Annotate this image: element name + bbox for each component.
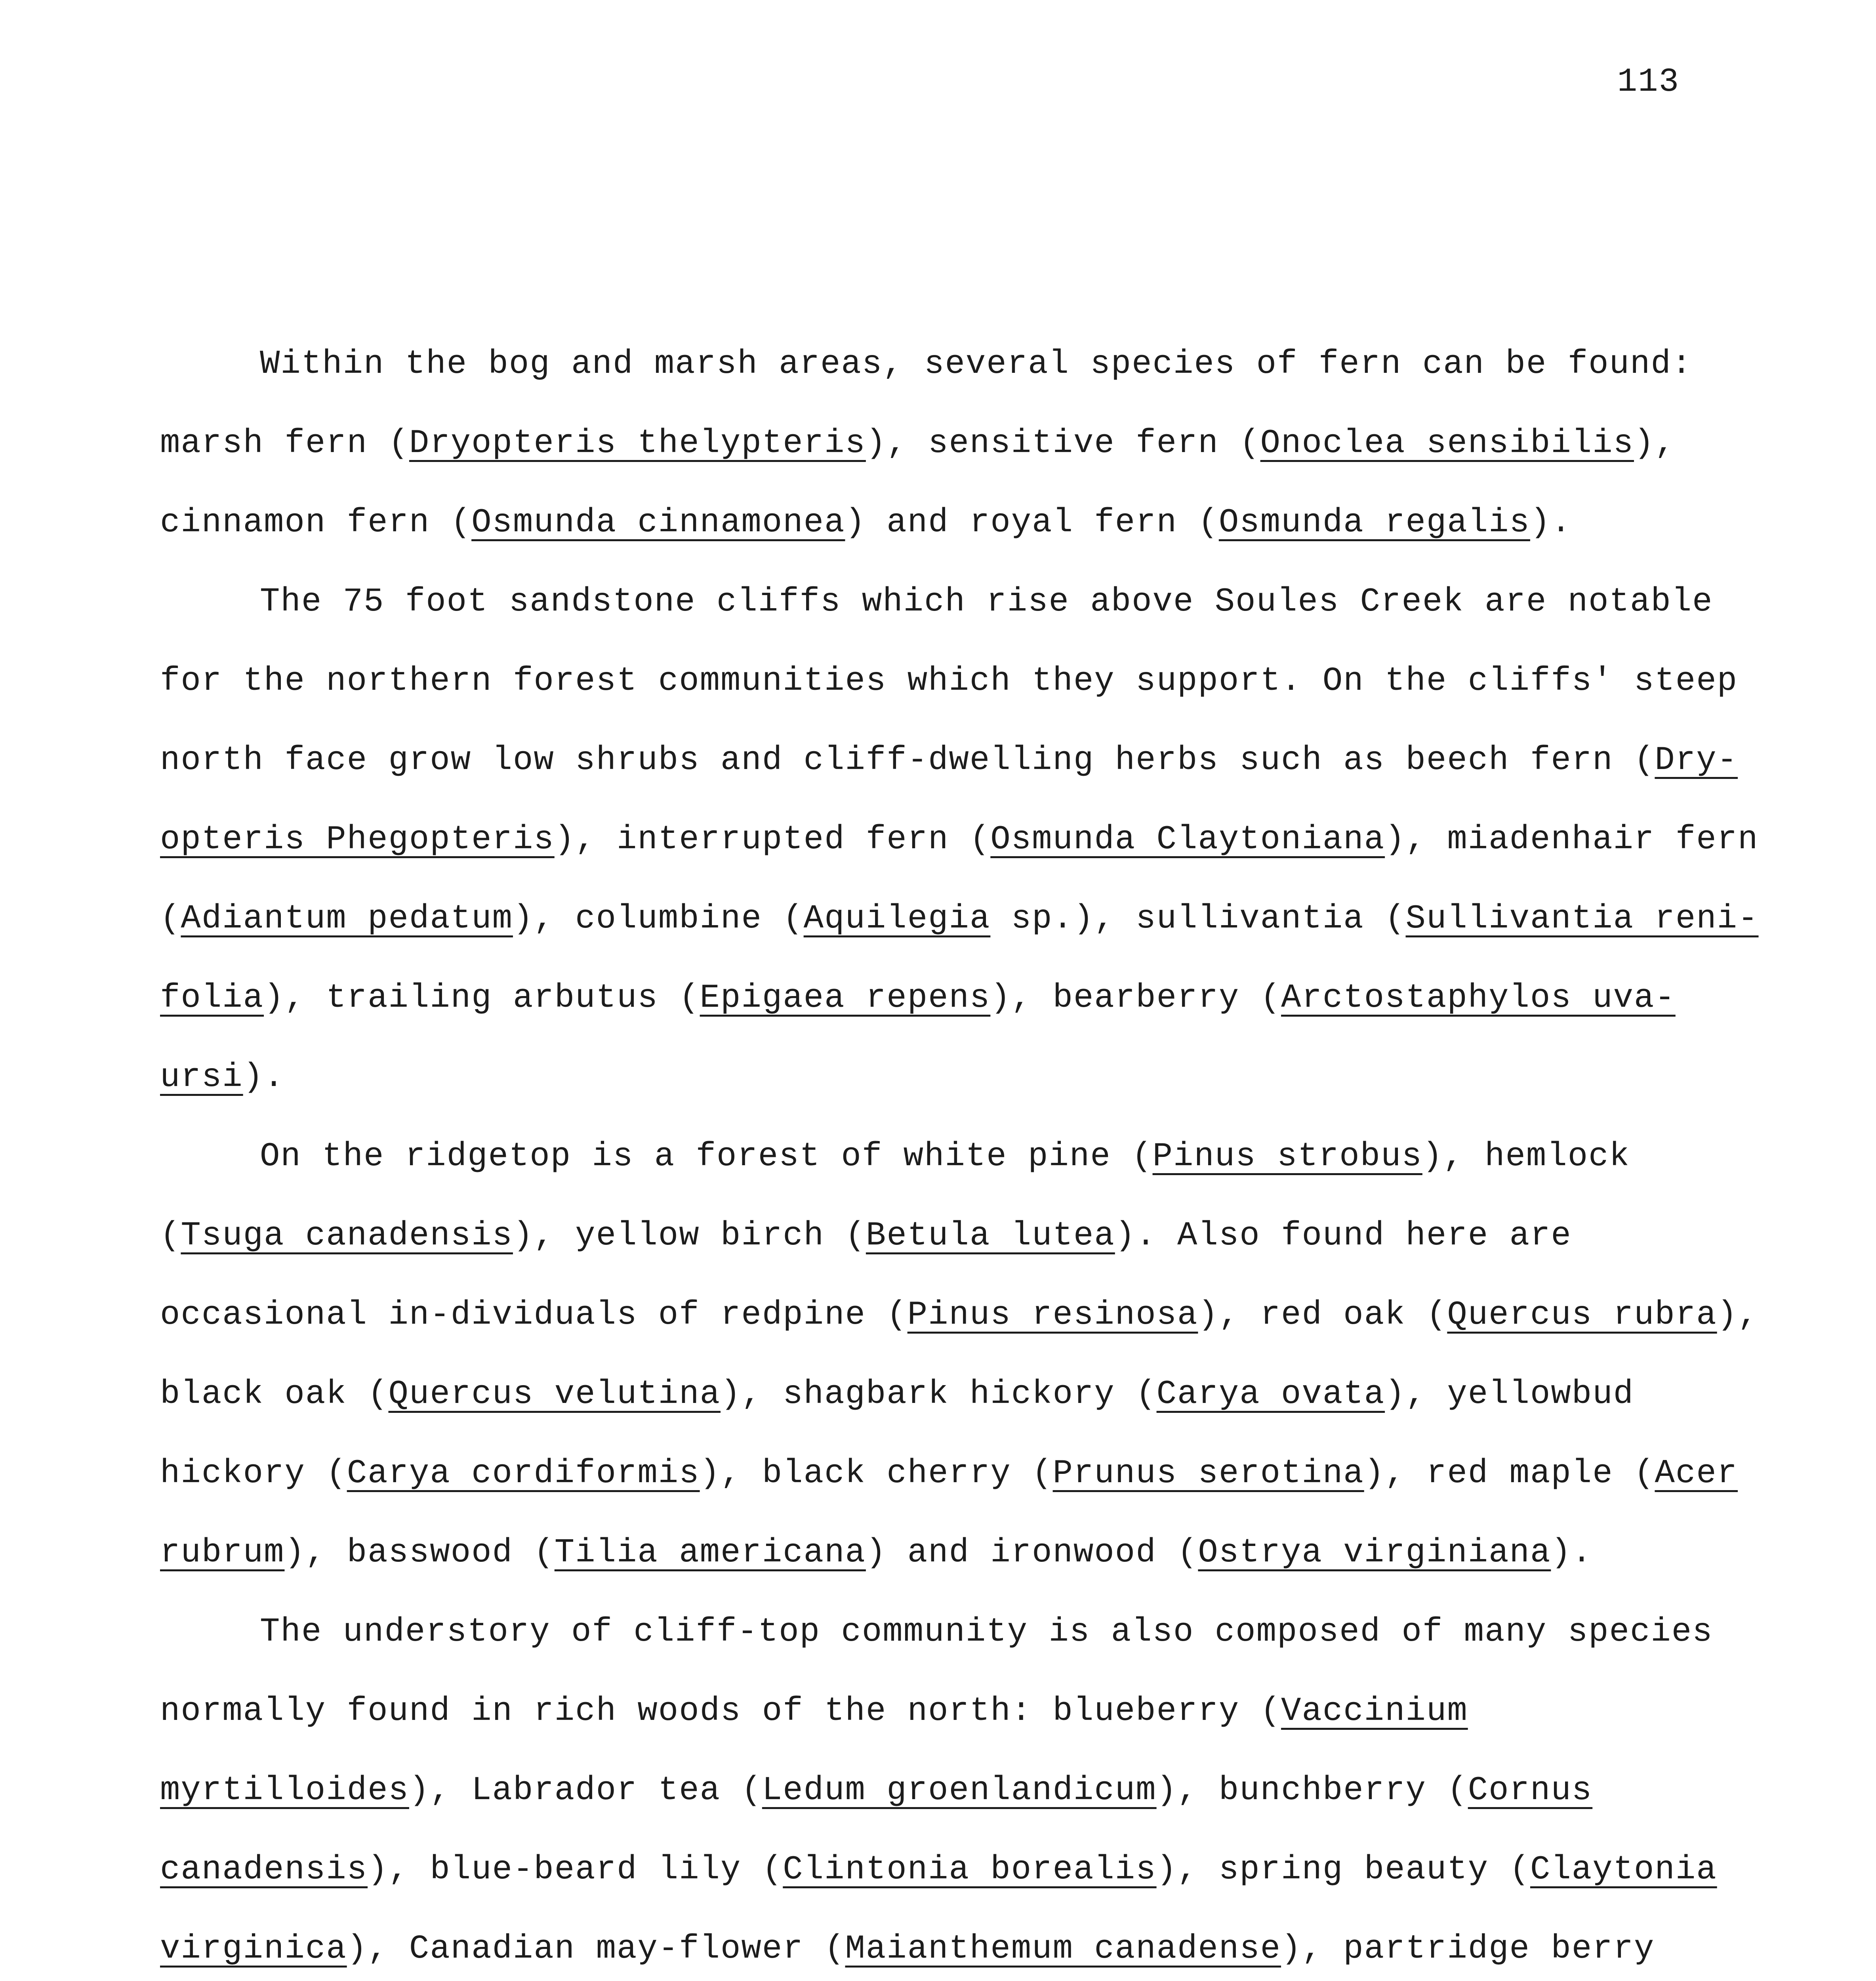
text-run: ), bunchberry ( <box>1156 1772 1468 1809</box>
species-name: Sullivantia reni-folia <box>160 900 1759 1017</box>
text-run: ), red oak ( <box>1198 1296 1447 1334</box>
text-run: ). Also found here are occasional in-dividuals of redpine ( <box>160 1217 1572 1334</box>
species-name: Vaccinium myrtilloides <box>160 1693 1468 1809</box>
text-run: ), black oak ( <box>160 1296 1759 1413</box>
species-name: Acer rubrum <box>160 1455 1738 1572</box>
species-name: Adiantum pedatum <box>181 900 513 938</box>
species-name: Quercus rubra <box>1447 1296 1717 1334</box>
species-name: Pinus resinosa <box>907 1296 1198 1334</box>
text-run: ), interrupted fern ( <box>554 821 991 859</box>
species-name: Arctostaphylos uva-ursi <box>160 979 1676 1096</box>
text-run: Within the bog and marsh areas, several species of fern can be found: marsh fern ( <box>160 345 1693 462</box>
text-run: ), black cherry ( <box>700 1455 1053 1492</box>
paragraph-bog-ferns <box>160 325 1760 563</box>
page-number: 113 <box>1617 63 1680 101</box>
species-name: Maianthemum canadense <box>845 1930 1281 1968</box>
text-run: ) and ironwood ( <box>866 1534 1198 1572</box>
species-name: Tsuga canadensis <box>181 1217 513 1255</box>
text-run: ) and royal fern ( <box>845 504 1219 542</box>
species-name: Osmunda cinnamonea <box>471 504 845 542</box>
species-name: Prunus serotina <box>1052 1455 1364 1492</box>
species-name: Betula lutea <box>866 1217 1115 1255</box>
species-name: Onoclea sensibilis <box>1260 425 1634 462</box>
species-name: Claytonia virginica <box>160 1851 1717 1968</box>
text-run: ), partridge berry <box>1281 1930 1655 1968</box>
species-name: Osmunda regalis <box>1218 504 1530 542</box>
text-run: ). <box>243 1059 285 1096</box>
text-run: ), Canadian may-flower ( <box>347 1930 845 1968</box>
species-name: Pinus strobus <box>1152 1138 1422 1176</box>
text-run: ), Labrador tea ( <box>409 1772 762 1809</box>
text-run: ), trailing arbutus ( <box>264 979 700 1017</box>
text-run: ), spring beauty ( <box>1156 1851 1530 1889</box>
body-text <box>160 325 1760 1981</box>
species-name: Ostrya virginiana <box>1198 1534 1551 1572</box>
species-name: Aquilegia <box>803 900 991 938</box>
species-name: Osmunda Claytoniana <box>990 821 1385 859</box>
species-name: Clintonia borealis <box>783 1851 1157 1889</box>
species-name: Dryopteris thelypteris <box>409 425 866 462</box>
text-run: ), cinnamon fern ( <box>160 425 1676 542</box>
text-run: ), sensitive fern ( <box>866 425 1260 462</box>
text-run: ), red maple ( <box>1364 1455 1655 1492</box>
species-name: Ledum groenlandicum <box>762 1772 1157 1809</box>
paragraph-sandstone-cliffs <box>160 563 1760 1117</box>
text-run: ), columbine ( <box>513 900 804 938</box>
text-run: ). <box>1551 1534 1593 1572</box>
paragraph-cliff-top-understory <box>160 1593 1760 1981</box>
text-run: ), hemlock ( <box>160 1138 1630 1255</box>
text-run: ). <box>1530 504 1572 542</box>
text-run: ), miadenhair fern ( <box>160 821 1759 938</box>
text-run: ), shagbark hickory ( <box>721 1376 1157 1413</box>
text-run: The understory of cliff-top community is also composed of many species normally found in rich woods of the north: blueberry ( <box>160 1613 1713 1730</box>
species-name: Epigaea repens <box>700 979 991 1017</box>
text-run: ), yellowbud hickory ( <box>160 1376 1634 1492</box>
species-name: Carya cordiformis <box>347 1455 700 1492</box>
paragraph-ridgetop-forest <box>160 1117 1760 1593</box>
species-name: Dry-opteris Phegopteris <box>160 742 1738 859</box>
species-name: Cornus canadensis <box>160 1772 1593 1889</box>
text-run: ), bearberry ( <box>990 979 1281 1017</box>
species-name: Carya ovata <box>1156 1376 1385 1413</box>
text-run: sp.), sullivantia ( <box>990 900 1406 938</box>
text-run: ), yellow birch ( <box>513 1217 866 1255</box>
text-run: The 75 foot sandstone cliffs which rise above Soules Creek are notable for the northern forest communities which they support. On the cliffs' steep north face grow low shrubs and cliff-dwelling herbs such as beech fern ( <box>160 583 1738 779</box>
text-run: On the ridgetop is a forest of white pine ( <box>260 1138 1153 1176</box>
text-run: ), basswood ( <box>284 1534 555 1572</box>
text-run: ), blue-beard lily ( <box>368 1851 783 1889</box>
species-name: Quercus velutina <box>388 1376 721 1413</box>
species-name: Tilia americana <box>554 1534 866 1572</box>
